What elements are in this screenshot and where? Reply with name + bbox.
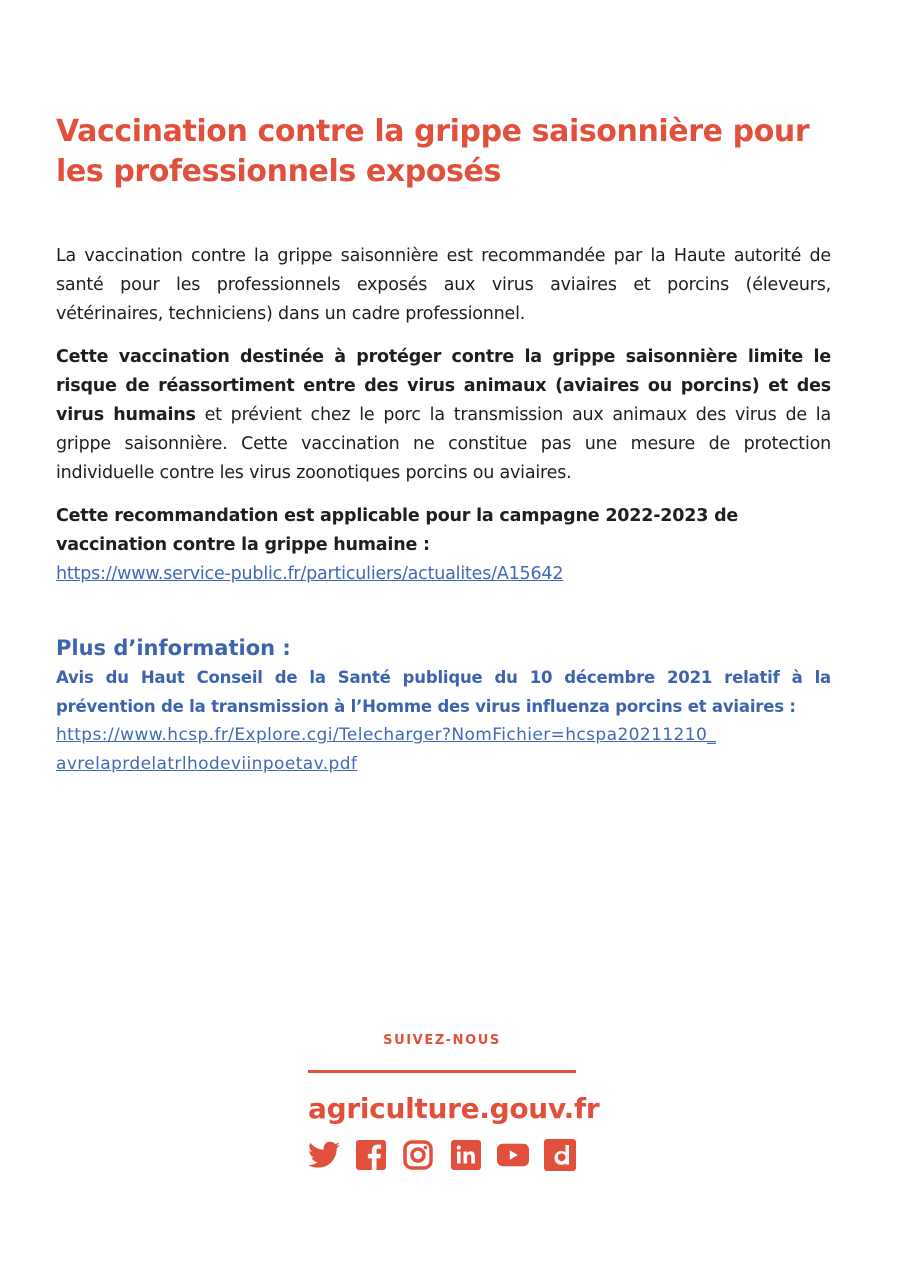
instagram-icon[interactable] — [402, 1139, 434, 1171]
hcsp-link-line-1: https://www.hcsp.fr/Explore.cgi/Telecharger?NomFichier=hcspa20211210_ — [56, 725, 717, 745]
footer-divider — [308, 1070, 576, 1073]
linkedin-icon[interactable] — [450, 1139, 482, 1171]
more-info-section — [56, 633, 831, 779]
social-icons — [308, 1139, 576, 1171]
site-name[interactable]: agriculture.gouv.fr — [308, 1092, 600, 1125]
hcsp-avis-text: Avis du Haut Conseil de la Santé publique du 10 décembre 2021 relatif à la prévention de la transmission à l’Homme des virus influenza porcins et aviaires : — [56, 668, 831, 716]
campaign-paragraph — [56, 502, 831, 589]
youtube-icon[interactable] — [497, 1139, 529, 1171]
document-page — [56, 112, 831, 779]
dailymotion-icon[interactable] — [544, 1139, 576, 1171]
hcsp-link[interactable] — [56, 721, 831, 779]
follow-us-label: SUIVEZ-NOUS — [383, 1033, 501, 1048]
vaccination-rest-text: et prévient chez le porc la transmission aux animaux des virus de la grippe saisonnière. Cette vaccination ne constitue pas une mesure de protection individuelle contre les virus zoonotiques porcins ou aviaires. — [56, 405, 831, 483]
facebook-icon[interactable] — [355, 1139, 387, 1171]
vaccination-bold-text: Cette vaccination destinée à protéger contre la grippe saisonnière limite le risque de réassortiment entre des virus animaux (aviaires ou porcins) et des virus humains — [56, 347, 831, 425]
more-info-heading: Plus d’information : — [56, 636, 291, 660]
page-title: Vaccination contre la grippe saisonnière pour les professionnels exposés — [56, 114, 810, 189]
service-public-link[interactable]: https://www.service-public.fr/particuliers/actualites/A15642 — [56, 564, 564, 584]
body-text — [56, 242, 831, 589]
campaign-bold-text: Cette recommandation est applicable pour la campagne 2022-2023 de vaccination contre la grippe humaine : — [56, 506, 739, 555]
vaccination-paragraph — [56, 343, 831, 488]
hcsp-link-line-2: avrelaprdelatrlhodeviinpoetav.pdf — [56, 754, 358, 774]
twitter-icon[interactable] — [308, 1139, 340, 1171]
footer — [308, 1030, 600, 1171]
intro-paragraph: La vaccination contre la grippe saisonnière est recommandée par la Haute autorité de santé pour les professionnels exposés aux virus aviaires et porcins (éleveurs, vétérinaires, techniciens) dans un cadre professionnel. — [56, 246, 831, 324]
